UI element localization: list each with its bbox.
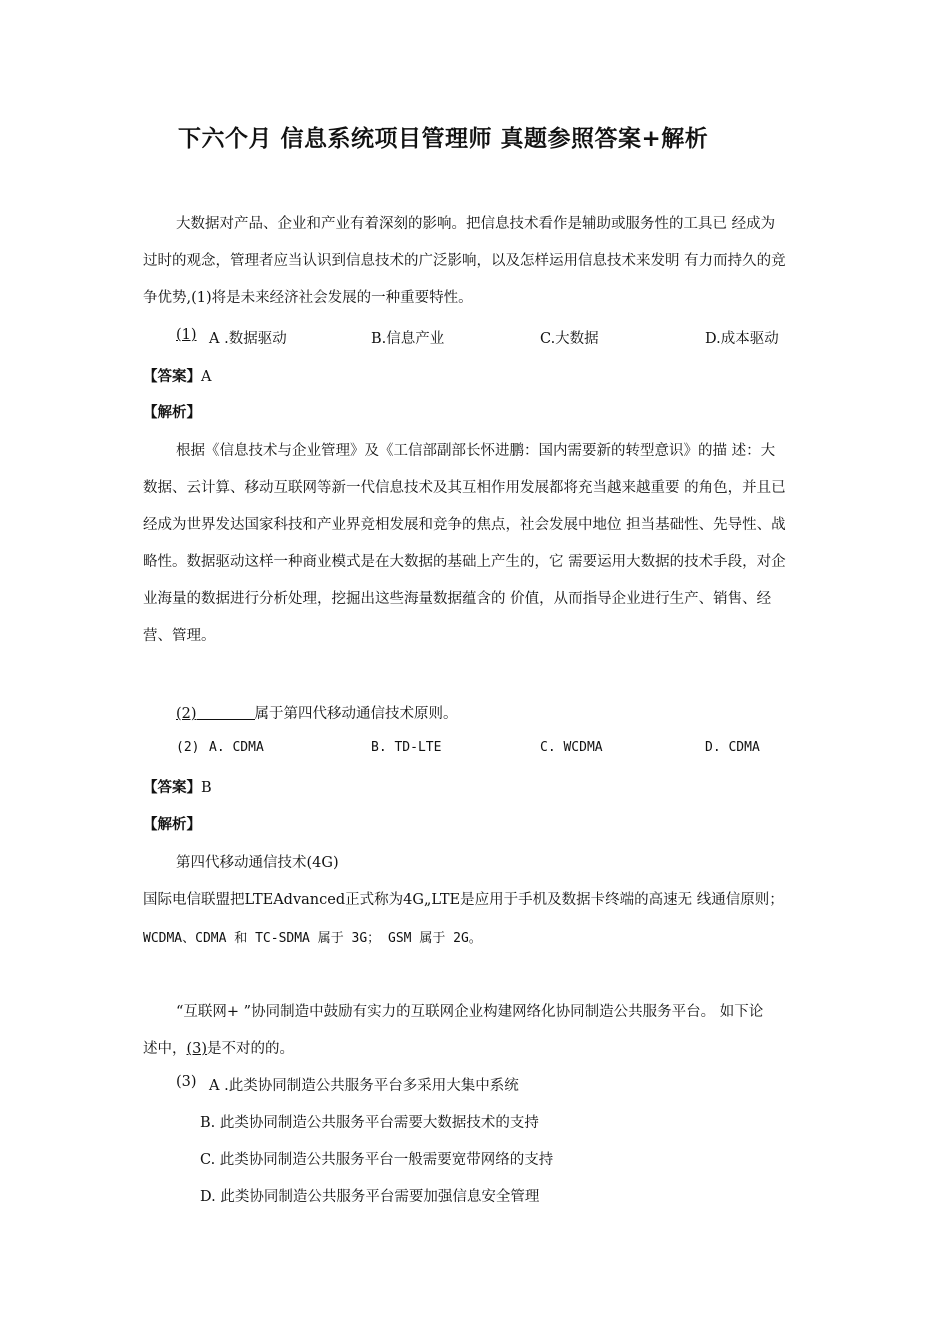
q1-option-c: C.大数据 bbox=[540, 331, 599, 347]
q2-stem-text: 属于第四代移动通信技术原则。 bbox=[254, 706, 458, 722]
q1-stem bbox=[143, 206, 818, 317]
q3-option-d: D. 此类协同制造公共服务平台需要加强信息安全管理 bbox=[200, 1189, 540, 1205]
page-title: 下六个月 信息系统项目管理师 真题参照答案+解析 bbox=[178, 126, 709, 152]
q3-option-c: C. 此类协同制造公共服务平台一般需要宽带网络的支持 bbox=[200, 1152, 554, 1168]
q2-option-b: B. TD-LTE bbox=[371, 740, 442, 755]
q2-analysis-label: 【解析】 bbox=[143, 816, 201, 833]
q1-analysis-line: 经成为世界发达国家科技和产业界竞相发展和竞争的焦点，社会发展中地位 担当基础性、先导性、战 bbox=[143, 517, 786, 533]
q1-option-d: D.成本驱动 bbox=[705, 331, 779, 347]
q1-answer bbox=[143, 365, 211, 386]
q3-stem-text: 述中， bbox=[143, 1041, 187, 1057]
q1-stem-line: 争优势,(1)将是未来经济社会发展的一种重要特性。 bbox=[143, 290, 473, 306]
q1-analysis bbox=[143, 433, 818, 655]
q1-analysis-line: 数据、云计算、移动互联网等新一代信息技术及其互相作用发展都将充当越来越重要 的角色，并且已 bbox=[143, 480, 786, 496]
q2-option-c: C. WCDMA bbox=[540, 740, 603, 755]
q2-number: (2) bbox=[176, 706, 197, 722]
q2-stem bbox=[176, 702, 458, 723]
q1-option-b: B.信息产业 bbox=[371, 331, 445, 347]
q2-analysis-line: WCDMA、CDMA 和 TC-SDMA 属于 3G； GSM 属于 2G。 bbox=[143, 931, 482, 946]
q2-option-d: D. CDMA bbox=[705, 740, 760, 755]
q1-stem-line: 大数据对产品、企业和产业有着深刻的影响。把信息技术看作是辅助或服务性的工具已 经成为 bbox=[176, 216, 776, 232]
q2-answer bbox=[143, 776, 212, 797]
q2-option-a: A. CDMA bbox=[209, 740, 264, 755]
q3-stem-line: “互联网+ ”协同制造中鼓励有实力的互联网企业构建网络化协同制造公共服务平台。 如下论 bbox=[176, 1004, 764, 1020]
q3-stem-text: 是不对的的。 bbox=[207, 1041, 295, 1057]
q1-options-number bbox=[176, 327, 197, 343]
q1-number: (1) bbox=[176, 327, 197, 343]
q3-number: (3) bbox=[186, 1041, 208, 1057]
q1-analysis-line: 业海量的数据进行分析处理，挖掘出这些海量数据蕴含的 价值，从而指导企业进行生产、销售、经 bbox=[143, 591, 772, 607]
q2-analysis-line: 第四代移动通信技术(4G) bbox=[176, 855, 339, 871]
q1-stem-line: 过时的观念，管理者应当认识到信息技术的广泛影响，以及怎样运用信息技术来发明 有力而持久的竞 bbox=[143, 253, 786, 269]
q3-stem-line bbox=[143, 1037, 294, 1058]
answer-label: 【答案】 bbox=[143, 779, 201, 796]
q3-option-b: B. 此类协同制造公共服务平台需要大数据技术的支持 bbox=[200, 1115, 539, 1131]
q3-option-a: A .此类协同制造公共服务平台多采用大集中系统 bbox=[209, 1078, 519, 1094]
q1-analysis-line: 略性。数据驱动这样一种商业模式是在大数据的基础上产生的，它 需要运用大数据的技术手段，对企 bbox=[143, 554, 786, 570]
answer-value: A bbox=[201, 369, 212, 385]
q1-analysis-label: 【解析】 bbox=[143, 404, 201, 421]
answer-value: B bbox=[201, 780, 212, 796]
q1-analysis-line: 营、管理。 bbox=[143, 628, 216, 644]
answer-blank bbox=[197, 705, 255, 720]
answer-label: 【答案】 bbox=[143, 368, 201, 385]
q1-option-a: A .数据驱动 bbox=[209, 331, 287, 347]
q1-analysis-line: 根据《信息技术与企业管理》及《工信部副部长怀进鹏：国内需要新的转型意识》的描 述：大 bbox=[176, 443, 776, 459]
q2-options-number: (2) bbox=[176, 740, 200, 755]
q2-analysis-line: 国际电信联盟把LTEAdvanced正式称为4G„LTE是应用于手机及数据卡终端的高速无 线通信原则； bbox=[143, 892, 784, 908]
q3-options-number: (3) bbox=[176, 1074, 197, 1090]
